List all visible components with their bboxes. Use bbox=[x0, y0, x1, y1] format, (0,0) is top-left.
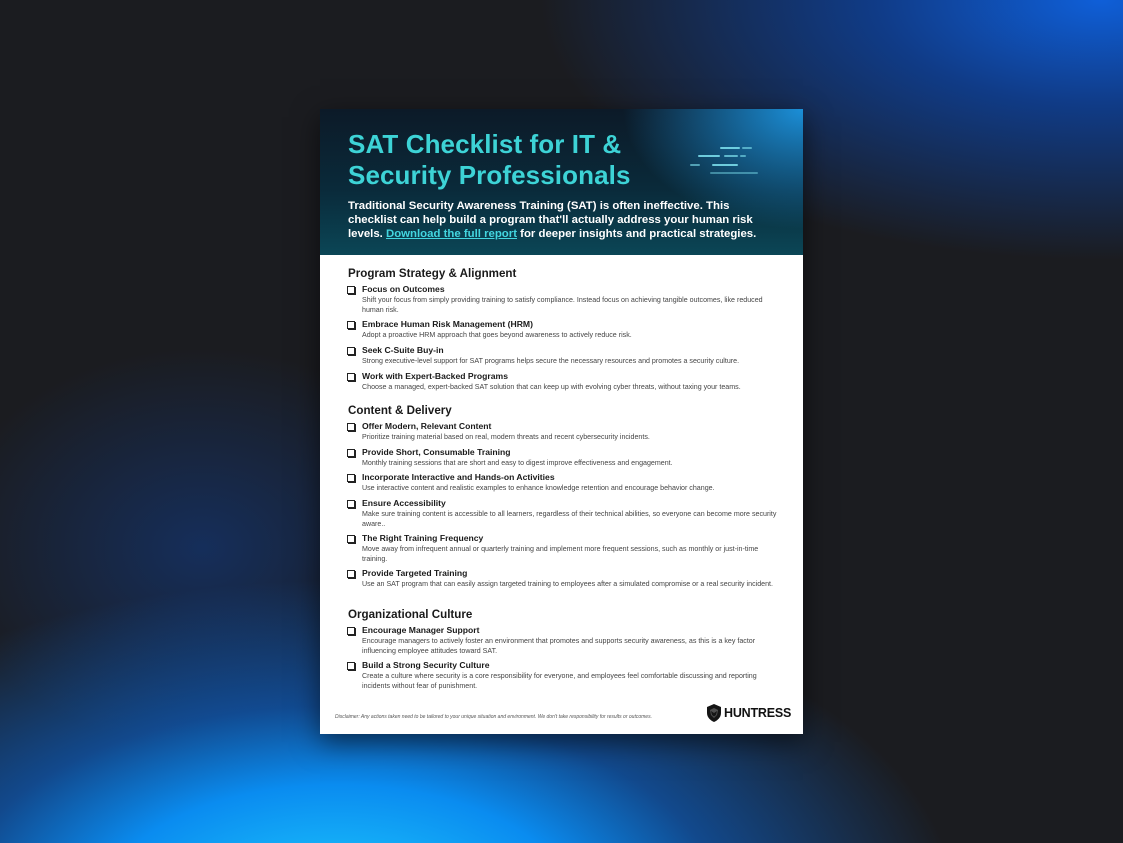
checkbox-icon[interactable] bbox=[347, 286, 355, 294]
item-heading: Provide Short, Consumable Training bbox=[362, 447, 511, 457]
item-heading: Offer Modern, Relevant Content bbox=[362, 421, 492, 431]
item-heading: Embrace Human Risk Management (HRM) bbox=[362, 319, 533, 329]
checkbox-icon[interactable] bbox=[347, 321, 355, 329]
item-heading: Ensure Accessibility bbox=[362, 498, 446, 508]
item-heading: Provide Targeted Training bbox=[362, 568, 468, 578]
item-heading: Focus on Outcomes bbox=[362, 284, 445, 294]
item-description: Shift your focus from simply providing training to satisfy compliance. Instead focus on achieving tangible outcomes, like reduced human risk. bbox=[362, 296, 763, 314]
section-title: Organizational Culture bbox=[348, 608, 473, 621]
checkbox-icon[interactable] bbox=[347, 662, 355, 670]
item-description: Strong executive-level support for SAT programs helps secure the necessary resources and promotes a security culture. bbox=[362, 357, 740, 365]
item-description: Use an SAT program that can easily assign targeted training to employees after a simulated compromise or a real security incident. bbox=[362, 580, 773, 588]
checkbox-icon[interactable] bbox=[347, 474, 355, 482]
checkbox-icon[interactable] bbox=[347, 347, 355, 355]
item-heading: Encourage Manager Support bbox=[362, 625, 480, 635]
intro-text-suffix: for deeper insights and practical strategies. bbox=[517, 228, 757, 241]
section-title: Program Strategy & Alignment bbox=[348, 267, 517, 280]
item-heading: Seek C-Suite Buy-in bbox=[362, 345, 444, 355]
checkbox-icon[interactable] bbox=[347, 570, 355, 578]
document-header bbox=[320, 109, 803, 255]
decorative-lines bbox=[690, 147, 770, 181]
brand-name: HUNTRESS bbox=[724, 706, 792, 720]
document-title: SAT Checklist for IT & Security Professionals bbox=[348, 129, 631, 190]
document-intro bbox=[348, 199, 776, 242]
item-description: Make sure training content is accessible to all learners, regardless of their technical abilities, so everyone can become more security aware.. bbox=[362, 510, 777, 528]
checkbox-icon[interactable] bbox=[347, 423, 355, 431]
item-description: Move away from infrequent annual or quarterly training and implement more frequent sessions, such as monthly or just-in-time training. bbox=[362, 545, 759, 563]
item-heading: Build a Strong Security Culture bbox=[362, 660, 490, 670]
checkbox-icon[interactable] bbox=[347, 627, 355, 635]
item-description: Encourage managers to actively foster an environment that promotes and supports security awareness, as this is a key factor influencing employee attitudes toward SAT. bbox=[362, 637, 756, 655]
item-heading: Work with Expert-Backed Programs bbox=[362, 371, 508, 381]
checklist-document bbox=[320, 109, 803, 734]
item-description: Monthly training sessions that are short and easy to digest improve effectiveness and engagement. bbox=[362, 459, 673, 467]
item-heading: Incorporate Interactive and Hands-on Activities bbox=[362, 472, 555, 482]
item-description: Adopt a proactive HRM approach that goes beyond awareness to actively reduce risk. bbox=[362, 331, 632, 339]
disclaimer: Disclaimer: Any actions taken need to be tailored to your unique situation and environment. We don't take responsibility for results or outcomes. bbox=[335, 714, 652, 720]
checkbox-icon[interactable] bbox=[347, 500, 355, 508]
checkbox-icon[interactable] bbox=[347, 535, 355, 543]
download-report-link[interactable]: Download the full report bbox=[386, 228, 517, 241]
section-title: Content & Delivery bbox=[348, 404, 452, 417]
item-description: Use interactive content and realistic examples to enhance knowledge retention and encourage behavior change. bbox=[362, 484, 715, 492]
huntress-shield-icon bbox=[706, 704, 722, 722]
checkbox-icon[interactable] bbox=[347, 373, 355, 381]
document-body bbox=[320, 255, 803, 734]
item-description: Prioritize training material based on real, modern threats and recent cybersecurity incidents. bbox=[362, 433, 650, 441]
huntress-logo bbox=[706, 703, 791, 723]
checkbox-icon[interactable] bbox=[347, 449, 355, 457]
intro-text: Traditional Security Awareness Training (SAT) is often ineffective. This checklist can help build a program that'll actually address your human risk levels. bbox=[348, 200, 753, 241]
item-heading: The Right Training Frequency bbox=[362, 533, 484, 543]
item-description: Create a culture where security is a core responsibility for everyone, and employees feel comfortable discussing and reporting incidents without fear of punishment. bbox=[362, 672, 757, 690]
item-description: Choose a managed, expert-backed SAT solution that can keep up with evolving cyber threats, without taxing your teams. bbox=[362, 383, 741, 391]
